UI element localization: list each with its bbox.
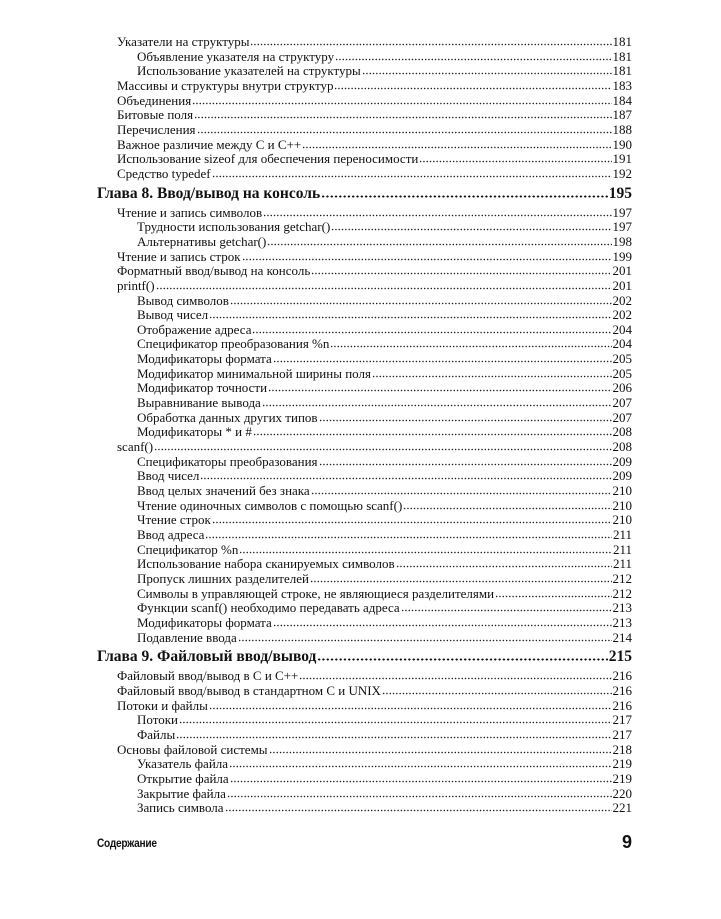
toc-entry-title: Битовые поля [117, 107, 194, 123]
toc-entry-page: 211 [612, 541, 632, 557]
toc-entry[interactable] [97, 294, 632, 309]
dot-leader [227, 795, 612, 798]
toc-entry-title: Указатели на структуры [117, 34, 250, 49]
toc-entry-title: Массивы и структуры внутри структур [117, 77, 334, 93]
toc-entry-page: 215 [608, 648, 632, 666]
toc-entry-title: Открытие файла [137, 770, 229, 786]
toc-entry-title: Символы в управляющей строке, не являющиеся разделителями [137, 585, 495, 601]
toc-entry-title: Потоки [137, 712, 178, 728]
dot-leader [154, 448, 611, 451]
toc-entry-page: 184 [612, 92, 632, 108]
toc-entry[interactable] [97, 235, 632, 250]
toc-entry-page: 205 [612, 351, 632, 367]
toc-entry[interactable] [97, 35, 632, 50]
dot-leader [179, 721, 612, 724]
toc-entry[interactable] [97, 616, 632, 631]
toc-entry-page: 195 [608, 184, 632, 202]
dot-leader [396, 565, 612, 568]
dot-leader [209, 707, 612, 710]
toc-entry[interactable] [97, 587, 632, 602]
toc-entry[interactable] [97, 381, 632, 396]
toc-entry-page: 199 [612, 248, 632, 264]
toc-entry-page: 210 [612, 497, 632, 513]
dot-leader [299, 677, 611, 680]
toc-entry-page: 201 [612, 277, 632, 293]
toc-entry-page: 219 [612, 756, 632, 772]
toc-entry[interactable] [97, 572, 632, 587]
dot-leader [197, 131, 612, 134]
toc-entry-page: 220 [612, 785, 632, 801]
toc-entry[interactable] [97, 743, 632, 758]
dot-leader [372, 375, 612, 378]
toc-entry-page: 216 [612, 668, 632, 684]
toc-entry[interactable] [97, 323, 632, 338]
toc-entry-page: 208 [612, 439, 632, 455]
dot-leader [317, 658, 607, 661]
toc-entry[interactable] [97, 469, 632, 484]
toc-entry-title: Чтение строк [137, 512, 211, 528]
toc-entry[interactable] [97, 440, 632, 455]
dot-leader [252, 331, 611, 334]
toc-entry-page: 218 [612, 741, 632, 757]
toc-entry-page: 202 [612, 292, 632, 308]
toc-entry-page: 204 [612, 321, 632, 337]
toc-entry-page: 205 [612, 365, 632, 381]
dot-leader [335, 58, 611, 61]
dot-leader [495, 595, 611, 598]
toc-entry[interactable] [97, 220, 632, 235]
toc-entry-page: 181 [612, 34, 632, 49]
dot-leader [302, 146, 611, 149]
toc-entry[interactable] [97, 557, 632, 572]
toc-entry-page: 181 [612, 63, 632, 79]
toc-entry-page: 217 [612, 712, 632, 728]
toc-entry-page: 197 [612, 219, 632, 235]
toc-entry-title: Ввод целых значений без знака [137, 483, 310, 499]
toc-entry[interactable] [97, 513, 632, 528]
toc-entry[interactable] [97, 699, 632, 714]
toc-entry-title: Использование sizeof для обеспечения переносимости [117, 151, 419, 167]
toc-entry[interactable] [97, 250, 632, 265]
toc-entry-title: Использование набора сканируемых символов [137, 556, 395, 572]
toc-entry-title: Модификатор минимальной ширины поля [137, 365, 371, 381]
dot-leader [311, 272, 611, 275]
toc-entry-page: 192 [612, 165, 632, 181]
toc-entry[interactable] [97, 528, 632, 543]
toc-entry-title: Подавление ввода [137, 629, 237, 645]
toc-entry[interactable] [97, 79, 632, 94]
running-footer-title: Содержание [97, 838, 157, 850]
toc-entry-title: Пропуск лишних разделителей [137, 570, 309, 586]
toc-entry-title: Основы файловой системы [117, 741, 268, 757]
toc-entry[interactable] [97, 152, 632, 167]
toc-entry-title: Форматный ввод/вывод на консоль [117, 263, 311, 279]
dot-leader [263, 214, 611, 217]
toc-entry[interactable] [97, 396, 632, 411]
toc-entry-page: 207 [612, 409, 632, 425]
toc-entry[interactable] [97, 601, 632, 616]
toc-entry-title: Средство typedef [117, 165, 211, 181]
toc-entry[interactable] [97, 728, 632, 743]
dot-leader [273, 624, 612, 627]
toc-entry-page: 202 [612, 307, 632, 323]
toc-entry[interactable] [97, 167, 632, 182]
toc-entry[interactable] [97, 108, 632, 123]
toc-entry-title: Ввод адреса [137, 527, 205, 542]
toc-entry-page: 201 [612, 263, 632, 279]
toc-entry-page: 208 [612, 424, 632, 440]
toc-entry[interactable] [97, 94, 632, 109]
toc-entry[interactable] [97, 138, 632, 153]
dot-leader [311, 492, 612, 495]
toc-entry-title: Файлы [137, 726, 176, 742]
toc-entry-title: Запись символа [137, 800, 224, 816]
dot-leader [205, 536, 612, 539]
toc-entry-title: Отображение адреса [137, 321, 252, 337]
toc-entry[interactable] [97, 50, 632, 65]
dot-leader [200, 477, 611, 480]
toc-entry[interactable] [97, 123, 632, 138]
toc-entry[interactable] [97, 484, 632, 499]
toc-entry[interactable] [97, 425, 632, 440]
toc-entry[interactable] [97, 787, 632, 802]
toc-entry-title: Функции scanf() необходимо передавать адреса [137, 600, 400, 616]
toc-entry-page: 219 [612, 770, 632, 786]
toc-entry[interactable] [97, 206, 632, 221]
toc-entry-title: Обработка данных других типов [137, 409, 318, 425]
toc-entry-page: 213 [612, 614, 632, 630]
toc-entry-page: 198 [612, 233, 632, 249]
toc-entry[interactable] [97, 411, 632, 426]
dot-leader [212, 521, 612, 524]
toc-entry-page: 216 [612, 682, 632, 698]
table-of-contents [97, 35, 632, 816]
dot-leader [176, 736, 611, 739]
toc-entry-page: 207 [612, 395, 632, 411]
toc-entry[interactable] [97, 352, 632, 367]
toc-entry-page: 187 [612, 107, 632, 123]
dot-leader [229, 765, 611, 768]
dot-leader [238, 639, 612, 642]
dot-leader [362, 72, 612, 75]
toc-entry-title: Вывод чисел [137, 307, 209, 323]
dot-leader [419, 160, 611, 163]
dot-leader [209, 316, 611, 319]
dot-leader [401, 609, 612, 612]
toc-chapter-entry[interactable] [97, 182, 632, 206]
toc-entry-page: 181 [612, 48, 632, 64]
dot-leader [212, 175, 612, 178]
dot-leader [334, 87, 611, 90]
toc-entry-title: Спецификатор %n [137, 541, 239, 557]
toc-entry-page: 216 [612, 697, 632, 713]
dot-leader [156, 287, 612, 290]
dot-leader [331, 228, 611, 231]
toc-entry[interactable] [97, 499, 632, 514]
toc-entry-title: Вывод символов [137, 292, 229, 308]
toc-entry-title: Выравнивание вывода [137, 395, 261, 411]
toc-entry-title: Объединения [117, 92, 192, 108]
dot-leader [321, 195, 608, 198]
dot-leader [269, 751, 612, 754]
dot-leader [319, 419, 612, 422]
toc-chapter-entry[interactable] [97, 645, 632, 669]
dot-leader [382, 692, 612, 695]
toc-entry-title: Модификатор точности [137, 380, 268, 396]
toc-entry-title: Альтернативы getchar() [137, 233, 267, 249]
toc-entry[interactable] [97, 367, 632, 382]
toc-entry[interactable] [97, 264, 632, 279]
toc-entry-title: Закрытие файла [137, 785, 226, 801]
toc-entry[interactable] [97, 631, 632, 646]
dot-leader [273, 360, 612, 363]
dot-leader [250, 43, 611, 46]
toc-entry-page: 190 [612, 136, 632, 152]
toc-entry-page: 210 [612, 512, 632, 528]
toc-entry-title: Перечисления [117, 121, 196, 137]
toc-entry-page: 211 [612, 527, 632, 542]
toc-entry-page: 204 [612, 336, 632, 352]
toc-entry-page: 212 [612, 585, 632, 601]
dot-leader [230, 780, 612, 783]
toc-entry[interactable] [97, 64, 632, 79]
toc-entry-title: Чтение и запись строк [117, 248, 241, 264]
toc-entry-page: 217 [612, 726, 632, 742]
toc-entry[interactable] [97, 455, 632, 470]
dot-leader [194, 116, 611, 119]
toc-entry[interactable] [97, 772, 632, 787]
toc-entry-title: Чтение одиночных символов с помощью scanf() [137, 497, 403, 513]
toc-entry-page: 212 [612, 570, 632, 586]
dot-leader [310, 580, 612, 583]
toc-entry-page: 183 [612, 77, 632, 93]
toc-entry[interactable] [97, 713, 632, 728]
toc-entry-page: 210 [612, 483, 632, 499]
toc-entry-title: Чтение и запись символов [117, 204, 263, 220]
toc-entry[interactable] [97, 308, 632, 323]
toc-entry-page: 211 [612, 556, 632, 572]
toc-entry-title: Объявление указателя на структуру [137, 48, 335, 64]
toc-entry-title: Использование указателей на структуры [137, 63, 361, 79]
toc-entry-title: Глава 8. Ввод/вывод на консоль [97, 184, 321, 202]
dot-leader [242, 258, 612, 261]
toc-entry[interactable] [97, 337, 632, 352]
page-number: 9 [621, 832, 632, 852]
toc-entry[interactable] [97, 684, 632, 699]
toc-entry-title: Спецификатор преобразования %n [137, 336, 330, 352]
toc-entry-title: Модификаторы формата [137, 614, 272, 630]
toc-entry-page: 191 [612, 151, 632, 167]
dot-leader [330, 345, 611, 348]
toc-entry-title: Ввод чисел [137, 468, 200, 484]
toc-entry-title: Потоки и файлы [117, 697, 208, 713]
toc-entry-title: Файловый ввод/вывод в стандартном С и UNIX [117, 682, 381, 698]
toc-entry-title: scanf() [117, 439, 154, 455]
toc-entry-page: 209 [612, 453, 632, 469]
toc-entry-page: 188 [612, 121, 632, 137]
toc-entry-page: 214 [612, 629, 632, 645]
dot-leader [319, 463, 612, 466]
dot-leader [267, 243, 611, 246]
dot-leader [262, 404, 612, 407]
toc-entry-page: 209 [612, 468, 632, 484]
toc-entry-page: 197 [612, 204, 632, 220]
toc-entry[interactable] [97, 669, 632, 684]
toc-entry-title: Модификаторы * и # [137, 424, 252, 440]
dot-leader [239, 551, 612, 554]
toc-entry-title: Указатель файла [137, 756, 229, 772]
dot-leader [225, 809, 612, 812]
toc-entry[interactable] [97, 801, 632, 816]
toc-entry-title: Файловый ввод/вывод в С и С++ [117, 668, 299, 684]
toc-entry-title: Спецификаторы преобразования [137, 453, 318, 469]
toc-entry-page: 206 [612, 380, 632, 396]
toc-entry[interactable] [97, 543, 632, 558]
toc-entry[interactable] [97, 279, 632, 294]
toc-entry-title: Модификаторы формата [137, 351, 272, 367]
toc-entry[interactable] [97, 757, 632, 772]
dot-leader [192, 102, 611, 105]
dot-leader [253, 433, 612, 436]
dot-leader [268, 389, 611, 392]
toc-entry-title: printf() [117, 277, 155, 293]
toc-entry-page: 221 [612, 800, 632, 816]
toc-entry-title: Глава 9. Файловый ввод/вывод [97, 648, 317, 666]
dot-leader [403, 507, 611, 510]
dot-leader [230, 302, 612, 305]
toc-entry-title: Важное различие между С и С++ [117, 136, 302, 152]
toc-entry-page: 213 [612, 600, 632, 616]
toc-entry-title: Трудности использования getchar() [137, 219, 331, 235]
